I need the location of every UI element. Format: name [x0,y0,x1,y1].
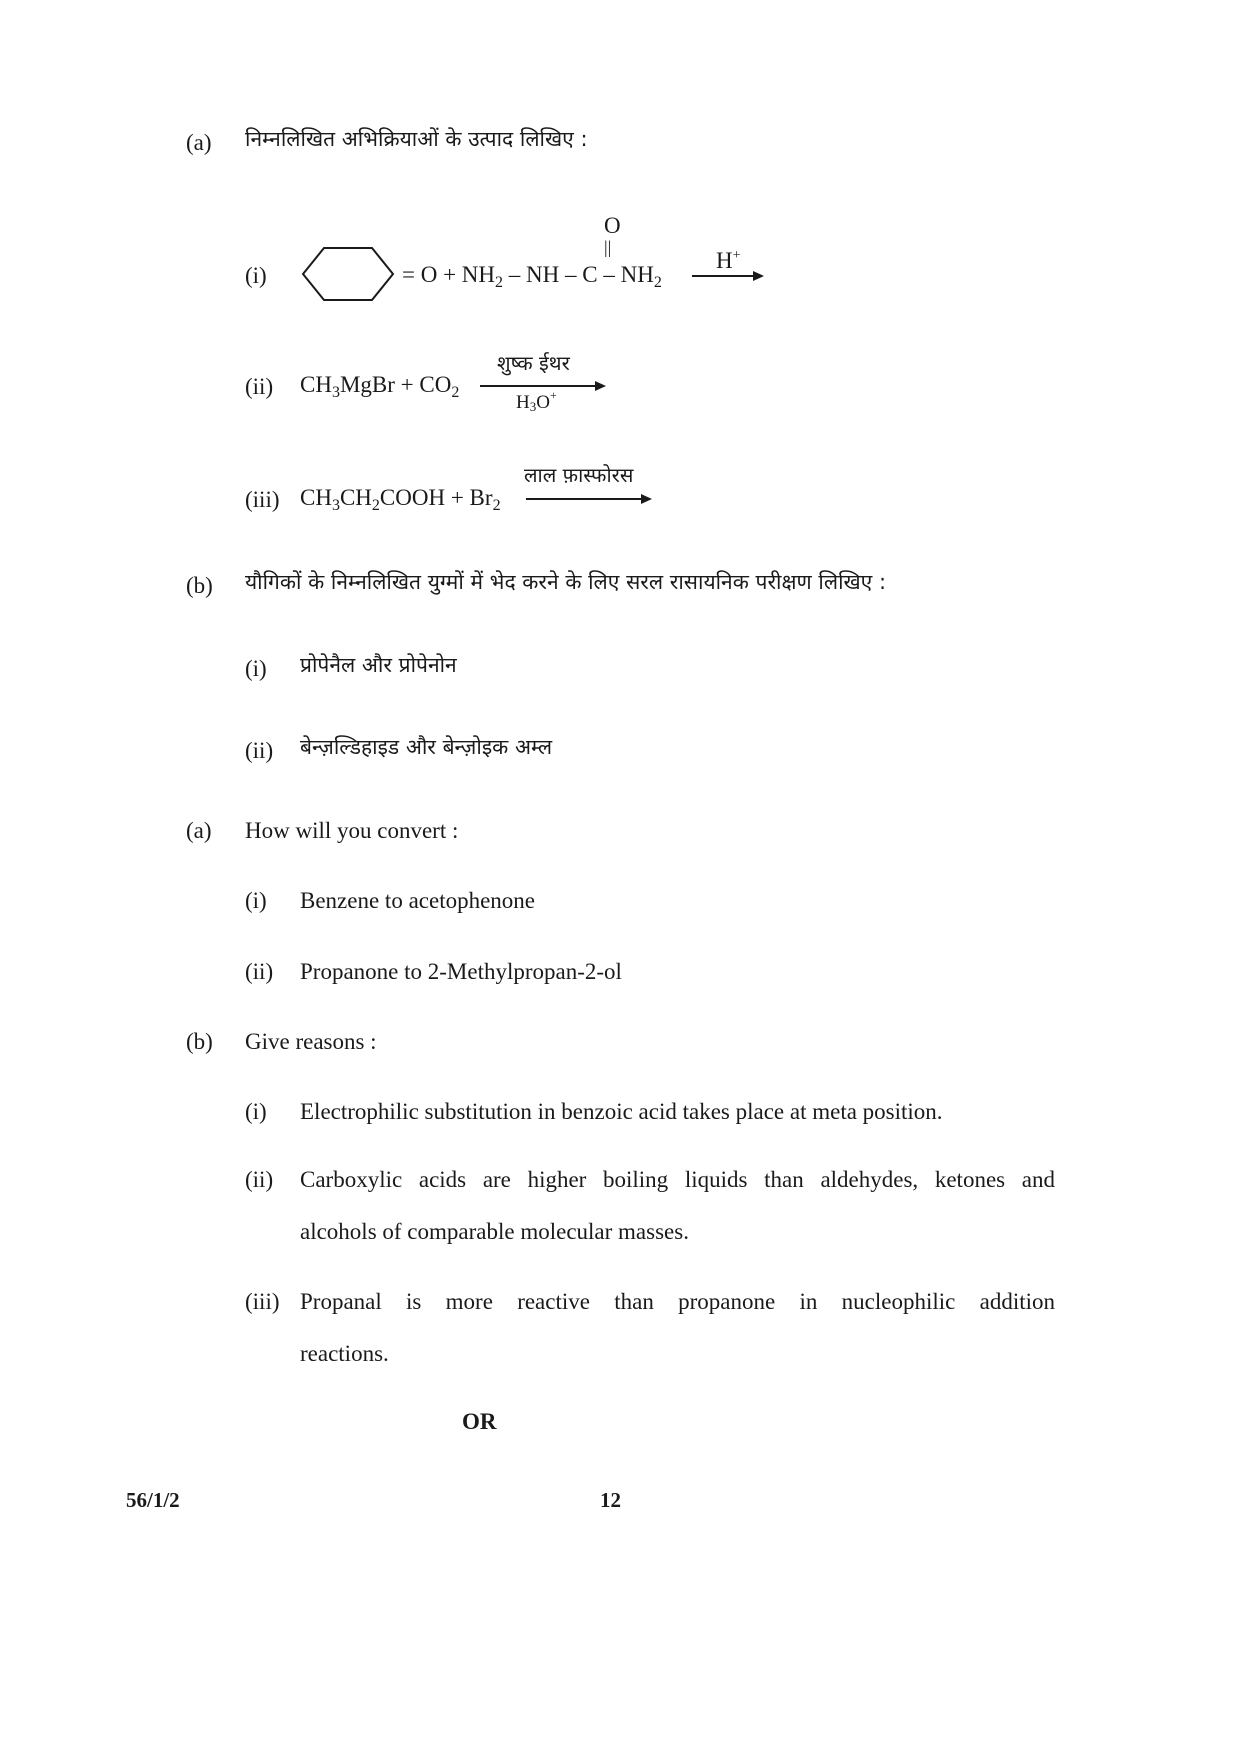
cyclohexane-ring-icon [300,244,396,304]
reaction-i-equation: = $O + NH_2$ – NH – C – $NH_2$ [402,262,662,291]
question-b-item-number: (ii) [245,738,274,763]
or-separator: OR [462,1409,497,1434]
question-b-item-number: (i) [245,656,267,681]
reaction-ii-equation: $CH_3MgBr + CO_2$ [300,372,460,401]
convert-item-text: Propanone to 2-Methylpropan-2-ol [300,959,622,984]
reason-i-number: (i) [245,1099,267,1124]
reason-ii-number: (ii) [245,1167,274,1192]
reason-iii-line1: Propanal is more reactive than propanone in nucleophilic addition [300,1289,1055,1314]
reaction-ii-arrow [480,380,606,392]
page-number: 12 [600,1488,621,1512]
question-a-label: (a) [186,130,212,155]
reaction-iii-condition-above: लाल फ़ास्फोरस [524,463,634,487]
question-b-item-text: प्रोपेनैल और प्रोपेनोन [300,653,457,677]
question-a-english-text: How will you convert : [245,818,459,843]
question-b-label: (b) [186,573,213,598]
convert-item-text: Benzene to acetophenone [300,888,535,913]
reason-iii-number: (iii) [245,1289,280,1314]
reaction-i-number: (i) [245,263,267,288]
reaction-ii-condition-below: $H_3O^+$ [516,388,557,414]
question-b-hindi-text: यौगिकों के निम्नलिखित युग्मों में भेद करने के लिए सरल रासायनिक परीक्षण लिखिए : [245,570,887,594]
reaction-ii-number: (ii) [245,374,274,399]
reason-iii-line2: reactions. [300,1341,389,1366]
reaction-iii-equation: $CH_3CH_2COOH + Br_2$ [300,485,501,514]
carbonyl-oxygen: O [604,213,621,238]
reaction-ii-condition-above: शुष्क ईथर [497,351,570,375]
question-b-english-label: (b) [186,1029,213,1054]
reaction-i-arrow [692,270,764,282]
convert-item-number: (ii) [245,959,274,984]
reaction-i-catalyst: H+ [716,248,741,273]
reaction-iii-arrow [526,493,652,505]
paper-code: 56/1/2 [126,1488,180,1512]
reason-ii-line1: Carboxylic acids are higher boiling liquids than aldehydes, ketones and [300,1167,1055,1192]
reaction-iii-number: (iii) [245,487,280,512]
convert-item-number: (i) [245,888,267,913]
question-b-english-text: Give reasons : [245,1029,377,1054]
reason-i-text: Electrophilic substitution in benzoic acid takes place at meta position. [300,1099,943,1124]
carbonyl-double-bond: || [604,237,612,257]
reason-ii-line2: alcohols of comparable molecular masses. [300,1219,689,1244]
question-a-hindi-text: निम्नलिखित अभिक्रियाओं के उत्पाद लिखिए : [245,127,588,151]
question-a-english-label: (a) [186,818,212,843]
question-b-item-text: बेन्ज़ल्डिहाइड और बेन्ज़ोइक अम्ल [300,735,553,759]
